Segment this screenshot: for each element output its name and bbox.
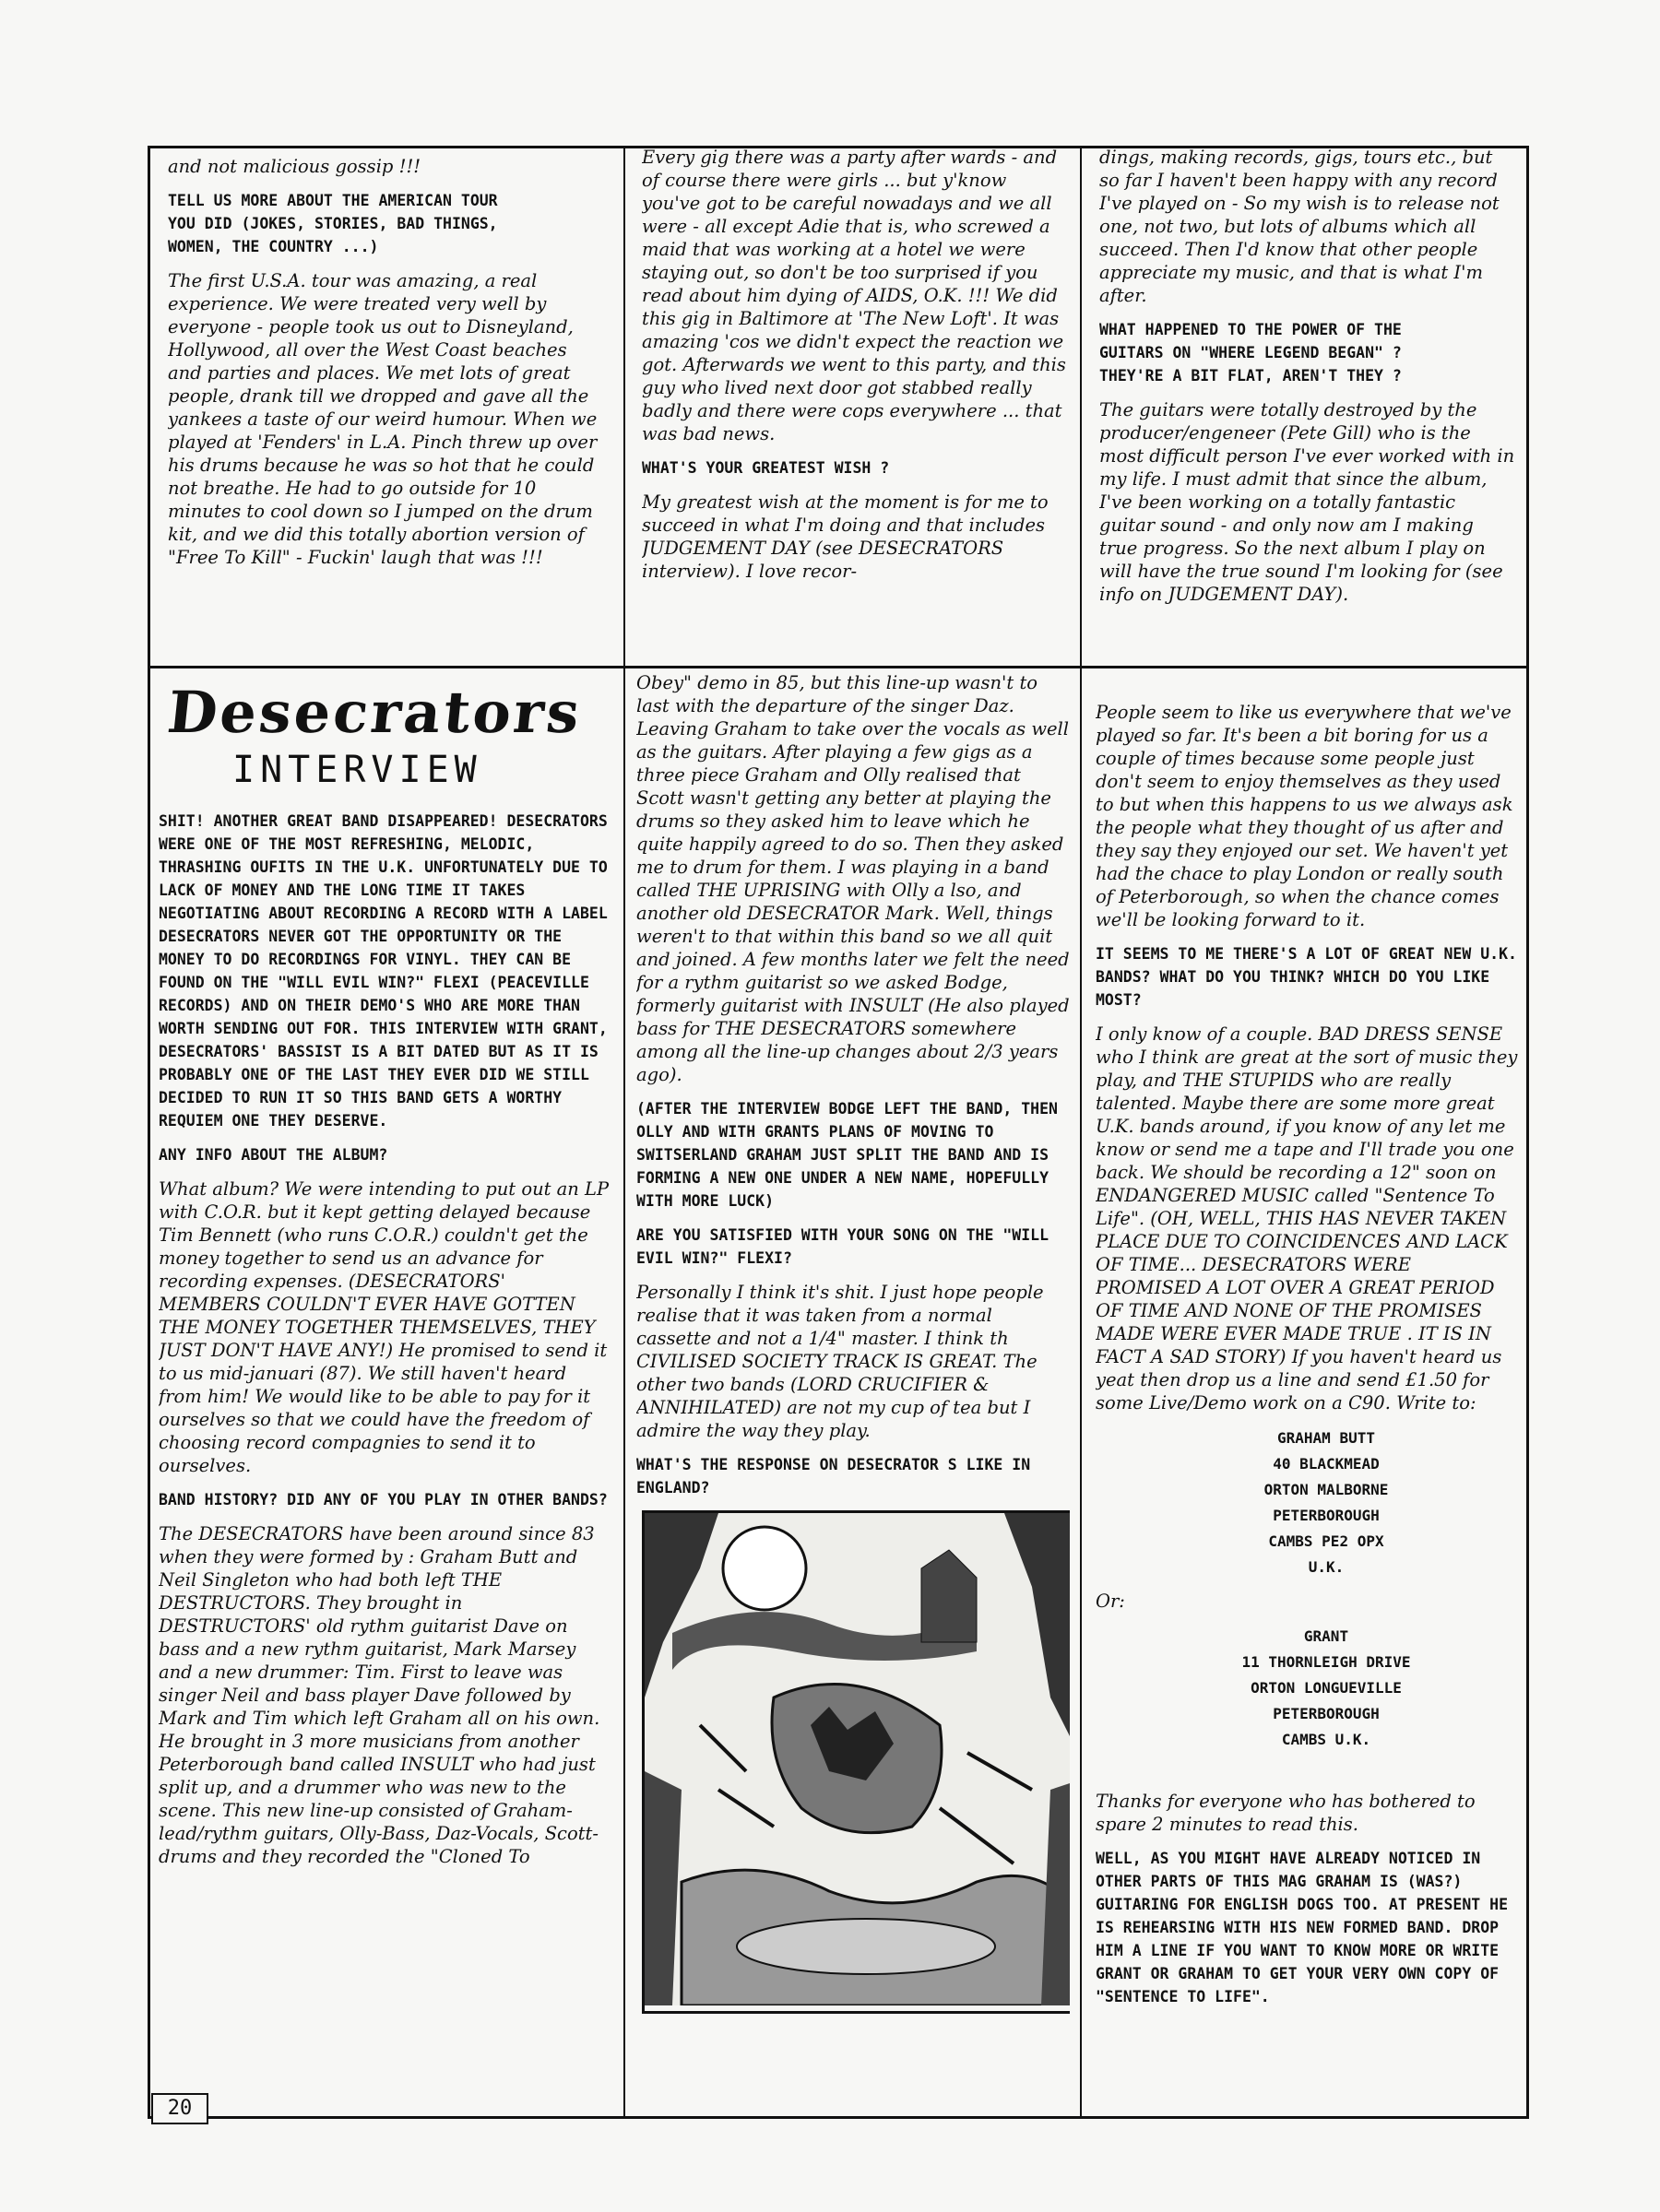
bottom-column-2 — [636, 671, 1070, 2114]
question-text: WHAT'S YOUR GREATEST WISH ? — [642, 459, 890, 477]
question-text: TELL US MORE ABOUT THE AMERICAN TOUR YOU DID (JOKES, STORIES, BAD THINGS, WOMEN, THE COUNTRY ...) — [168, 192, 498, 255]
answer-text: Obey" demo in 85, but this line-up wasn't to last with the departure of the singer Daz. Leaving Graham to take over the vocals as well as the guitars. After playing a few gigs as a three piece Graham and Olly realised that Scott wasn't getting any better at playing the drums so they asked him to leave which he quite happily agreed to do so. Then they asked me to drum for them. I was playing in a band called THE UPRISING with Olly a lso, and another old DESECRATOR Mark. Well, things weren't to that within this band so we all quit and joined. A few months later we felt the need for a rythm guitarist so we asked Bodge, formerly guitarist with INSULT (He also played bass for THE DESECRATORS somewhere among all the line-up changes about 2/3 years ago). — [636, 672, 1070, 1085]
question-text: ANY INFO ABOUT THE ALBUM? — [159, 1146, 388, 1164]
article-subtitle: INTERVIEW — [232, 749, 482, 791]
question-text: WHAT'S THE RESPONSE ON DESECRATOR S LIKE IN ENGLAND? — [636, 1456, 1031, 1496]
answer-text: Personally I think it's shit. I just hope people realise that it was taken from a normal cassette and not a 1/4" master. I think th CIVILISED SOCIETY TRACK IS GREAT. The other two bands (LORD CRUCIFIER & ANNIHILATED) are not my cup of tea but I admire the way they play. — [636, 1282, 1044, 1441]
answer-text: The first U.S.A. tour was amazing, a real experience. We were treated very well by everyone - people took us out to Disneyland, Hollywood, all over the West Coast beaches and parties and places. We met lots of great people, drank till we dropped and gave all the yankees a taste of our weird humour. When we played at 'Fenders' in L.A. Pinch threw up over his drums because he was so hot that he could not breathe. He had to go outside for 10 minutes to cool down so I jumped on the drum kit, and we did this totally abortion version of "Free To Kill" - Fuckin' laugh that was !!! — [168, 270, 598, 568]
illustration-art — [645, 1513, 1070, 2005]
answer-text: My greatest wish at the moment is for me to succeed in what I'm doing and that includes JUDGEMENT DAY (see DESECRATORS interview). I love recor- — [642, 491, 1049, 582]
page-number: 20 — [151, 2093, 208, 2124]
question-text: WELL, AS YOU MIGHT HAVE ALREADY NOTICED IN OTHER PARTS OF THIS MAG GRAHAM IS (WAS?) GUITARING FOR ENGLISH DOGS TOO. AT PRESENT HE IS REHEARSING WITH HIS NEW FORMED BAND. DROP HIM A LINE IF YOU WANT TO KNOW MORE OR WRITE GRANT OR GRAHAM TO GET YOUR VERY OWN COPY OF "SENTENCE TO LIFE". — [1096, 1850, 1509, 2005]
answer-text: I only know of a couple. BAD DRESS SENSE who I think are great at the sort of music they play, and THE STUPIDS who are really talented. Maybe there are some more great U.K. bands around, if you know of any let me know or send me a tape and I'll trade you one back. We should be recording a 12" soon on ENDANGERED MUSIC called "Sentence To Life". (OH, WELL, THIS HAS NEVER TAKEN PLACE DUE TO COINCIDENCES AND LACK OF TIME... DESECRATORS WERE PROMISED A LOT OVER A GREAT PERIOD OF TIME AND NONE OF THE PROMISES MADE WERE EVER MADE TRUE . IT IS IN FACT A SAD STORY) If you haven't heard us yeat then drop us a line and send £1.50 for some Live/Demo work on a C90. Write to: — [1096, 1023, 1518, 1414]
question-text: ARE YOU SATISFIED WITH YOUR SONG ON THE "WILL EVIL WIN?" FLEXI? — [636, 1226, 1049, 1267]
article-title: Desecrators — [164, 679, 586, 746]
answer-text: Every gig there was a party after wards - and of course there were girls ... but y'know you've got to be careful nowadays and we all were - all except Adie that is, who screwed a maid that was working at a hotel we were staying out, so don't be too surprised if you read about him dying of AIDS, O.K. !!! We did this gig in Baltimore at 'The New Loft'. It was amazing 'cos we didn't expect the reaction we got. Afterwards we went to this party, and this guy who lived next door got stabbed really badly and there were cops everywhere ... that was bad news. — [642, 147, 1066, 444]
address-graham: GRAHAM BUTT 40 BLACKMEAD ORTON MALBORNE PETERBOROUGH CAMBS PE2 OPX U.K. — [1263, 1429, 1389, 1576]
top-column-1 — [168, 155, 605, 660]
answer-text: People seem to like us everywhere that we've played so far. It's been a bit boring for us a couple of times because some people just don't seem to enjoy themselves as they used to but when this happens to us we always ask the people what they thought of us after and they say they enjoyed our set. We haven't yet had the chace to play London or really south of Peterborough, so when the chance comes we'll be looking forward to it. — [1096, 702, 1513, 930]
top-column-3 — [1099, 146, 1516, 660]
answer-text: The DESECRATORS have been around since 83 when they were formed by : Graham Butt and Neil Singleton who had both left THE DESTRUCTORS. They brought in DESTRUCTORS' old rythm guitarist Dave on bass and a new rythm guitarist, Mark Marsey and a new drummer: Tim. First to leave was singer Neil and bass player Dave followed by Mark and Tim which left Graham all on his own. He brought in 3 more musicians from another Peterborough band called INSULT who had just split up, and a drummer who was new to the scene. This new line-up consisted of Graham-lead/rythm guitars, Olly-Bass, Daz-Vocals, Scott-drums and they recorded the "Cloned To — [159, 1523, 600, 1867]
question-text: IT SEEMS TO ME THERE'S A LOT OF GREAT NEW U.K. BANDS? WHAT DO YOU THINK? WHICH DO YOU LIKE MOST? — [1096, 945, 1517, 1009]
question-text: WHAT HAPPENED TO THE POWER OF THE GUITARS ON "WHERE LEGEND BEGAN" ? THEY'RE A BIT FLAT, AREN'T THEY ? — [1099, 321, 1402, 384]
column-rule-right — [1080, 146, 1082, 2119]
or-label: Or: — [1096, 1591, 1125, 1612]
question-text: (AFTER THE INTERVIEW BODGE LEFT THE BAND, THEN OLLY AND WITH GRANTS PLANS OF MOVING TO SWITSERLAND GRAHAM JUST SPLIT THE BAND AND IS FORMING A NEW ONE UNDER A NEW NAME, HOPEFULLY WITH MORE LUCK) — [636, 1100, 1058, 1210]
answer-text: and not malicious gossip !!! — [168, 156, 421, 177]
answer-text: What album? We were intending to put out an LP with C.O.R. but it kept getting delayed because Tim Bennett (who runs C.O.R.) couldn't get the money together to send us an advance for recording expenses. (DESECRATORS' MEMBERS COULDN'T EVER HAVE GOTTEN THE MONEY TOGETHER THEMSELVES, THEY JUST DON'T HAVE ANY!) He promised to send it to us mid-januari (87). We still haven't heard from him! We would like to be able to pay for it ourselves so that we could have the freedom of choosing record compagnies to send it to ourselves. — [159, 1178, 610, 1476]
question-text: BAND HISTORY? DID ANY OF YOU PLAY IN OTHER BANDS? — [159, 1491, 608, 1508]
question-text: SHIT! ANOTHER GREAT BAND DISAPPEARED! DESECRATORS WERE ONE OF THE MOST REFRESHING, MELODIC, THRASHING OUFITS IN THE U.K. UNFORTUNATELY DUE TO LACK OF MONEY AND THE LONG TIME IT TAKES NEGOTIATING ABOUT RECORDING A RECORD WITH A LABEL DESECRATORS NEVER GOT THE OPPORTUNITY OR THE MONEY TO DO RECORDINGS FOR VINYL. THEY CAN BE FOUND ON THE "WILL EVIL WIN?" FLEXI (PEACEVILLE RECORDS) AND ON THEIR DEMO'S WHO ARE MORE THAN WORTH SENDING OUT FOR. THIS INTERVIEW WITH GRANT, DESECRATORS' BASSIST IS A BIT DATED BUT AS IT IS PROBABLY ONE OF THE LAST THEY EVER DID WE STILL DECIDED TO RUN IT SO THIS BAND GETS A WORTHY REQUIEM ONE THEY DESERVE. — [159, 812, 608, 1130]
top-column-2 — [642, 146, 1066, 660]
bottom-column-1 — [159, 671, 611, 2086]
address-grant: GRANT 11 THORNLEIGH DRIVE ORTON LONGUEVILLE PETERBOROUGH CAMBS U.K. — [1241, 1627, 1411, 1748]
bottom-column-3 — [1096, 701, 1520, 2115]
answer-text: The guitars were totally destroyed by the producer/engeneer (Pete Gill) who is the most difficult person I've ever worked with in my life. I must admit that since the album, I've been working on a totally fantastic guitar sound - and only now am I making true progress. So the next album I play on will have the true sound I'm looking for (see info on JUDGEMENT DAY). — [1099, 399, 1515, 605]
illustration — [642, 1510, 1070, 2014]
section-divider — [148, 666, 1529, 668]
column-rule-left — [623, 146, 625, 2119]
answer-text: Thanks for everyone who has bothered to spare 2 minutes to read this. — [1096, 1791, 1476, 1835]
answer-text: dings, making records, gigs, tours etc., but so far I haven't been happy with any record I've played on - So my wish is to release not one, not two, but lots of albums which all succeed. Then I'd know that other people appreciate my music, and that is what I'm after. — [1099, 147, 1500, 306]
